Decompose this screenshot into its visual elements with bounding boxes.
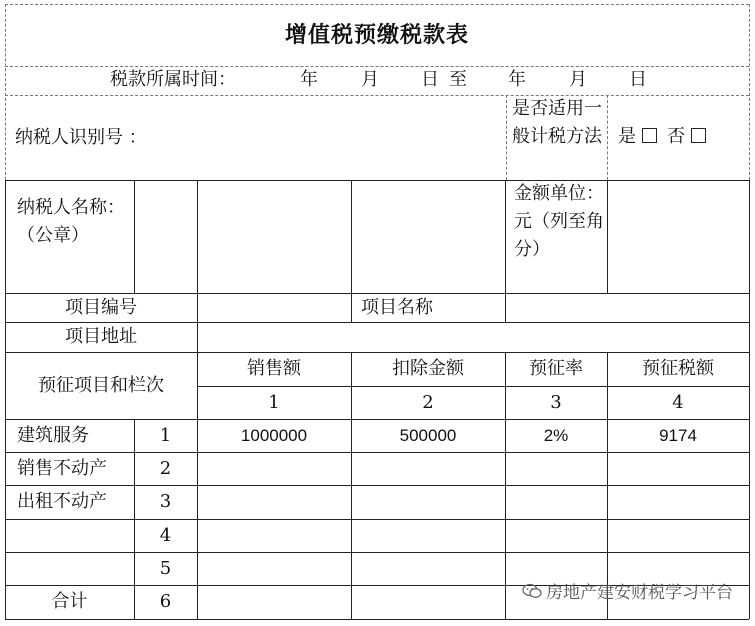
row-rate[interactable]: 2% <box>543 425 569 445</box>
amount-unit-label: 金额单位：元（列至角分） <box>514 183 604 260</box>
watermark-text: 房地产建安财税学习平台 <box>546 583 733 603</box>
col-deduction-index: 2 <box>422 391 434 413</box>
divider-id-v2 <box>607 95 608 180</box>
divider-id-v1 <box>506 95 507 180</box>
row-sales[interactable] <box>198 453 350 485</box>
period-day-start: 日 <box>421 69 439 90</box>
row-line-no: 3 <box>159 491 172 512</box>
project-address-label: 项目地址 <box>65 326 137 347</box>
row-tax[interactable] <box>608 486 748 519</box>
yes-checkbox[interactable] <box>642 128 657 143</box>
row-tax[interactable] <box>608 520 748 552</box>
period-row <box>5 66 749 95</box>
row-rate[interactable] <box>506 486 606 519</box>
project-number-label: 项目编号 <box>65 296 137 318</box>
row-deduction[interactable]: 500000 <box>399 425 457 445</box>
taxpayer-name-cell-2[interactable] <box>198 181 350 293</box>
taxpayer-name-cell-1[interactable] <box>135 181 196 293</box>
taxpayer-id-label: 纳税人识别号 ： <box>15 126 147 148</box>
period-label: 税款所属时间： <box>110 69 236 90</box>
col-rate-label: 预征率 <box>529 358 583 379</box>
total-deduction[interactable] <box>352 586 504 619</box>
wechat-icon <box>522 583 542 599</box>
period-month-start: 月 <box>361 69 379 90</box>
col-tax-index: 4 <box>672 391 684 413</box>
row-sales[interactable] <box>198 486 350 519</box>
hline-bottom <box>5 619 749 620</box>
col-tax-label: 预征税额 <box>642 358 714 379</box>
taxpayer-name-cell-3[interactable] <box>352 181 504 293</box>
row-rate[interactable] <box>506 520 606 552</box>
row-tax[interactable] <box>608 453 748 485</box>
frame-right-dashed <box>749 4 750 180</box>
row-item: 销售不动产 <box>17 458 107 479</box>
no-checkbox[interactable] <box>691 128 706 143</box>
vline-right <box>749 180 750 619</box>
col-rate-index: 3 <box>550 391 562 413</box>
row-deduction[interactable] <box>352 453 504 485</box>
col-sales-label: 销售额 <box>247 358 301 379</box>
project-number-value[interactable] <box>198 294 350 322</box>
row-line-no: 2 <box>159 457 172 479</box>
row-rate[interactable] <box>506 453 606 485</box>
project-name-label: 项目名称 <box>361 296 433 318</box>
watermark <box>522 578 733 603</box>
row-header-label: 预征项目和栏次 <box>38 374 164 396</box>
yes-label: 是 <box>618 126 636 147</box>
total-sales[interactable] <box>198 586 350 619</box>
period-year-start: 年 <box>300 69 318 90</box>
general-method-label: 是否适用一般计税方法 <box>512 98 602 147</box>
period-year-end: 年 <box>508 69 526 90</box>
total-label: 合计 <box>51 591 88 612</box>
row-line-no: 1 <box>159 424 172 446</box>
row-line-no: 4 <box>159 524 172 546</box>
row-deduction[interactable] <box>352 553 504 585</box>
row-line-no: 6 <box>159 591 172 612</box>
period-month-end: 月 <box>569 69 587 90</box>
form-title: 增值税预缴税款表 <box>284 22 469 48</box>
row-deduction[interactable] <box>352 520 504 552</box>
row-sales[interactable]: 1000000 <box>240 425 308 445</box>
project-name-value[interactable] <box>506 294 748 322</box>
row-item: 出租不动产 <box>17 491 107 512</box>
general-method-options <box>618 123 748 151</box>
row-tax[interactable]: 9174 <box>659 425 697 445</box>
row-line-no: 5 <box>159 557 172 579</box>
period-day-end: 日 <box>629 69 647 90</box>
project-address-value[interactable] <box>198 323 748 352</box>
row-item: 建筑服务 <box>17 425 89 446</box>
row-sales[interactable] <box>198 520 350 552</box>
row-deduction[interactable] <box>352 486 504 519</box>
taxpayer-name-label: 纳税人名称：（公章） <box>17 197 125 246</box>
row-sales[interactable] <box>198 553 350 585</box>
col-sales-index: 1 <box>268 391 280 413</box>
no-label: 否 <box>667 126 685 147</box>
vline-name-4 <box>607 180 608 293</box>
col-deduction-label: 扣除金额 <box>392 358 464 379</box>
period-to: 至 <box>449 69 467 90</box>
